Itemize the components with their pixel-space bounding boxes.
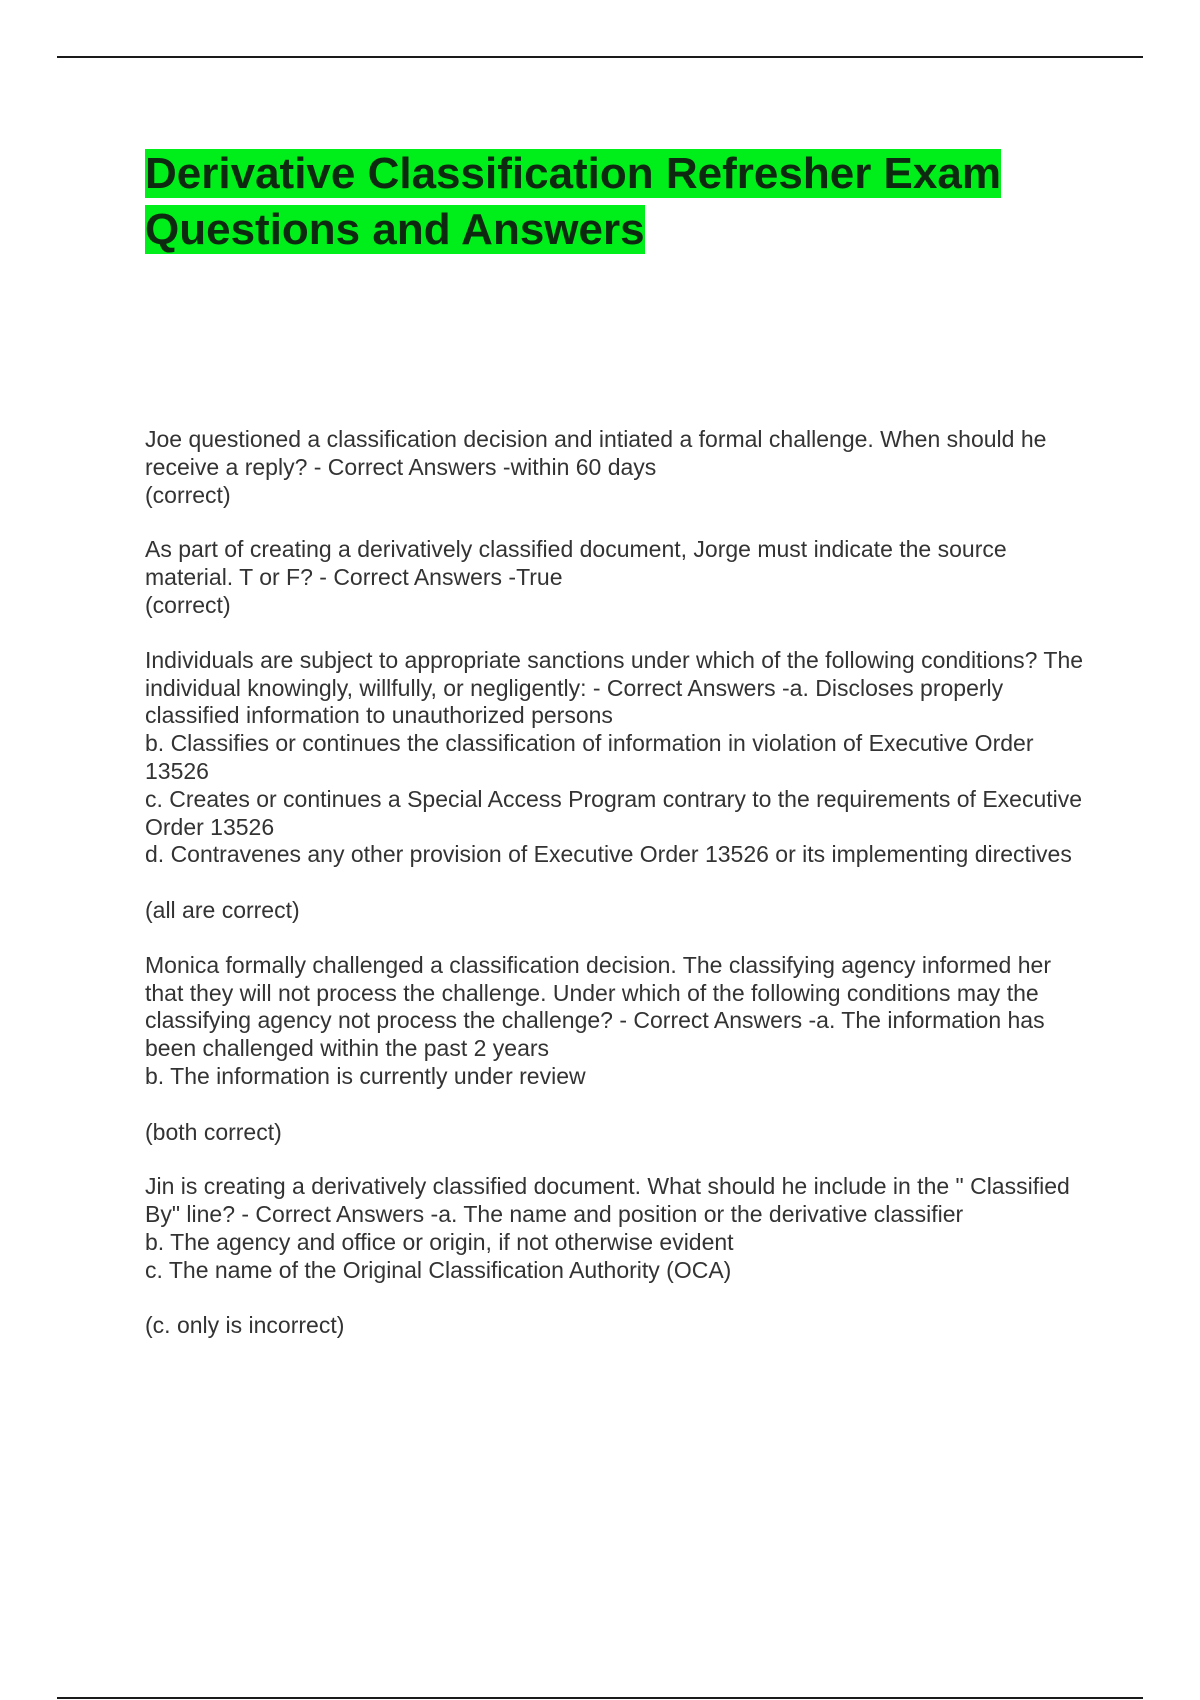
answer-option: c. Creates or continues a Special Access Program contrary to the requirements of Executive Order 13526 — [145, 785, 1083, 840]
qa-item — [145, 647, 1095, 925]
question-answer-text: Joe questioned a classification decision and intiated a formal challenge. When should he receive a reply? - Correct Answers -within 60 days — [145, 426, 1047, 480]
qa-item — [145, 426, 1095, 509]
answer-note: (c. only is incorrect) — [145, 1312, 345, 1339]
answer-note: (correct) — [145, 591, 231, 618]
qa-item — [145, 952, 1095, 1147]
top-rule — [57, 56, 1143, 58]
blank-line — [145, 869, 1095, 897]
answer-note: (correct) — [145, 481, 231, 508]
answer-note: (all are correct) — [145, 896, 300, 923]
blank-line — [145, 1091, 1095, 1119]
answer-option: b. The information is currently under review — [145, 1062, 586, 1089]
question-answer-text: As part of creating a derivatively classified document, Jorge must indicate the source material. T or F? - Correct Answers -True — [145, 536, 1007, 591]
question-answer-text: Monica formally challenged a classification decision. The classifying agency informed her that they will not process the challenge. Under which of the following conditions may the classifying agency not process the challenge? - Correct Answers -a. The information has been challenged within the past 2 years — [145, 951, 1051, 1062]
document-body — [145, 146, 1095, 1367]
bottom-rule — [57, 1697, 1143, 1699]
blank-line — [145, 1285, 1095, 1313]
answer-option: b. Classifies or continues the classification of information in violation of Executive Order 13526 — [145, 730, 1034, 784]
answer-note: (both correct) — [145, 1118, 282, 1145]
answer-option: d. Contravenes any other provision of Executive Order 13526 or its implementing directives — [145, 841, 1072, 868]
answer-option: b. The agency and office or origin, if not otherwise evident — [145, 1228, 734, 1255]
question-answer-text: Individuals are subject to appropriate sanctions under which of the following conditions? The individual knowingly, willfully, or negligently: - Correct Answers -a. Discloses properly classified information to unauthorized persons — [145, 646, 1084, 729]
answer-option: c. The name of the Original Classification Authority (OCA) — [145, 1256, 732, 1283]
qa-item — [145, 1173, 1095, 1340]
qa-item — [145, 536, 1095, 619]
page-title — [145, 146, 1095, 258]
qa-list — [145, 426, 1095, 1340]
question-answer-text: Jin is creating a derivatively classified document. What should he include in the " Classified By" line? - Correct Answers -a. The name and position or the derivative classifier — [145, 1173, 1070, 1228]
title-highlight: Derivative Classification Refresher Exam Questions and Answers — [145, 149, 1001, 254]
